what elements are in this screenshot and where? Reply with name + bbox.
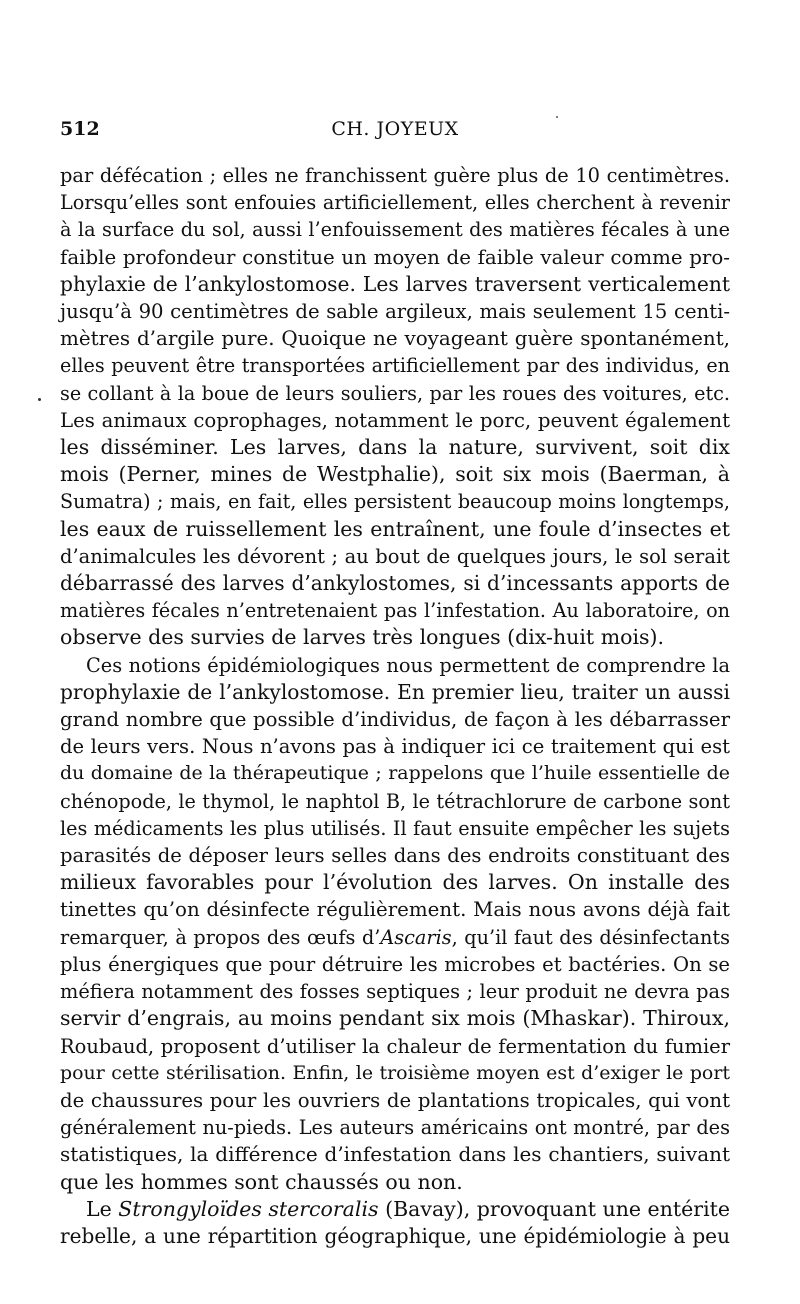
running-head [60, 118, 730, 146]
text-line: chénopode, le thymol, le naphtol B, le tétrachlorure de carbone sont [60, 789, 730, 813]
text-line: rebelle, a une répartition géographique, une épidémiologie à peu [60, 1223, 730, 1248]
text-line: pour cette stérilisation. Enfin, le troisième moyen est d’exiger le port [60, 1061, 730, 1084]
text-line: se collant à la boue de leurs souliers, par les roues des voitures, etc. [60, 381, 730, 405]
text-line: les eaux de ruissellement les entraînent, une foule d’insectes et [60, 516, 730, 541]
margin-mark [38, 398, 41, 401]
book-page [60, 118, 730, 1250]
text-line: du domaine de la thérapeutique ; rappelons que l’huile essentielle de [60, 762, 730, 785]
text-line: prophylaxie de l’ankylostomose. En premier lieu, traiter un aussi [60, 679, 730, 704]
text-line: matières fécales n’entretenaient pas l’infestation. Au laboratoire, on [60, 599, 730, 623]
text-line: milieux favorables pour l’évolution des larves. On installe des [60, 870, 730, 895]
text-line: jusqu’à 90 centimètres de sable argileux, mais seulement 15 centi- [60, 300, 730, 324]
page-number: 512 [60, 118, 100, 140]
text-segment: remarquer, à propos des œufs d’ [60, 925, 381, 949]
text-line: Ces notions épidémiologiques nous permettent de comprendre la [86, 653, 730, 677]
text-line: méfiera notamment des fosses septiques ; leur produit ne devra pas [60, 980, 730, 1004]
text-segment: Le [86, 1196, 119, 1221]
italic-taxon: Ascaris [380, 925, 452, 949]
text-line: Roubaud, proposent d’utiliser la chaleur de fermentation du fumier [60, 1034, 730, 1058]
text-line: les médicaments les plus utilisés. Il faut ensuite empêcher les sujets [60, 816, 730, 840]
text-line: servir d’engrais, au moins pendant six mois (Mhaskar). Thiroux, [60, 1006, 730, 1031]
text-line: mois (Perner, mines de Westphalie), soit six mois (Baerman, à [60, 462, 730, 487]
text-line: que les hommes sont chaussés ou non. [60, 1169, 463, 1194]
text-line: faible profondeur constitue un moyen de faible valeur comme pro- [60, 245, 730, 269]
text-segment: (Bavay), provoquant une entérite [378, 1196, 730, 1221]
text-line: Lorsqu’elles sont enfouies artificiellement, elles cherchent à revenir [60, 191, 730, 215]
text-line: statistiques, la différence d’infestation dans les chantiers, suivant [60, 1142, 730, 1167]
text-line: parasités de déposer leurs selles dans des endroits constituant des [60, 844, 730, 868]
paragraph-1 [60, 162, 730, 652]
text-segment: , qu’il faut des désinfectants [451, 925, 730, 949]
paragraph-2 [60, 652, 730, 1196]
text-line-mixed [60, 924, 730, 951]
text-line: d’animalcules les dévorent ; au bout de quelques jours, le sol serait [60, 544, 730, 568]
text-line: grand nombre que possible d’individus, de façon à les débarrasser [60, 708, 730, 732]
text-line: phylaxie de l’ankylostomose. Les larves traversent verticalement [60, 271, 730, 296]
text-line: à la surface du sol, aussi l’enfouissement des matières fécales à une [60, 218, 730, 242]
text-line: Les animaux coprophages, notamment le porc, peuvent également [60, 408, 730, 432]
text-line: mètres d’argile pure. Quoique ne voyageant guère spontanément, [60, 327, 730, 351]
text-line: les disséminer. Les larves, dans la nature, survivent, soit dix [60, 435, 730, 460]
paragraph-3 [60, 1196, 730, 1250]
text-line: elles peuvent être transportées artificiellement par des individus, en [60, 354, 730, 378]
italic-taxon: Strongyloïdes stercoralis [118, 1196, 379, 1221]
text-line: tinettes qu’on désinfecte régulièrement. Mais nous avons déjà fait [60, 898, 730, 922]
text-line: plus énergiques que pour détruire les microbes et bactéries. On se [60, 952, 730, 976]
text-line: débarrassé des larves d’ankylostomes, si d’incessants apports de [60, 571, 730, 596]
text-line-mixed [60, 1196, 730, 1223]
body-text [60, 162, 730, 1250]
text-line: par défécation ; elles ne franchissent guère plus de 10 centimètres. [60, 164, 730, 187]
text-line: observe des survies de larves très longues (dix-huit mois). [60, 625, 665, 650]
text-line: de chaussures pour les ouvriers de plantations tropicales, qui vont [60, 1088, 730, 1112]
text-line: Sumatra) ; mais, en fait, elles persistent beaucoup moins longtemps, [60, 490, 730, 514]
text-line: généralement nu-pieds. Les auteurs américains ont montré, par des [60, 1116, 730, 1140]
running-title: CH. JOYEUX [331, 118, 459, 140]
text-line: de leurs vers. Nous n’avons pas à indiquer ici ce traitement qui est [60, 735, 730, 759]
